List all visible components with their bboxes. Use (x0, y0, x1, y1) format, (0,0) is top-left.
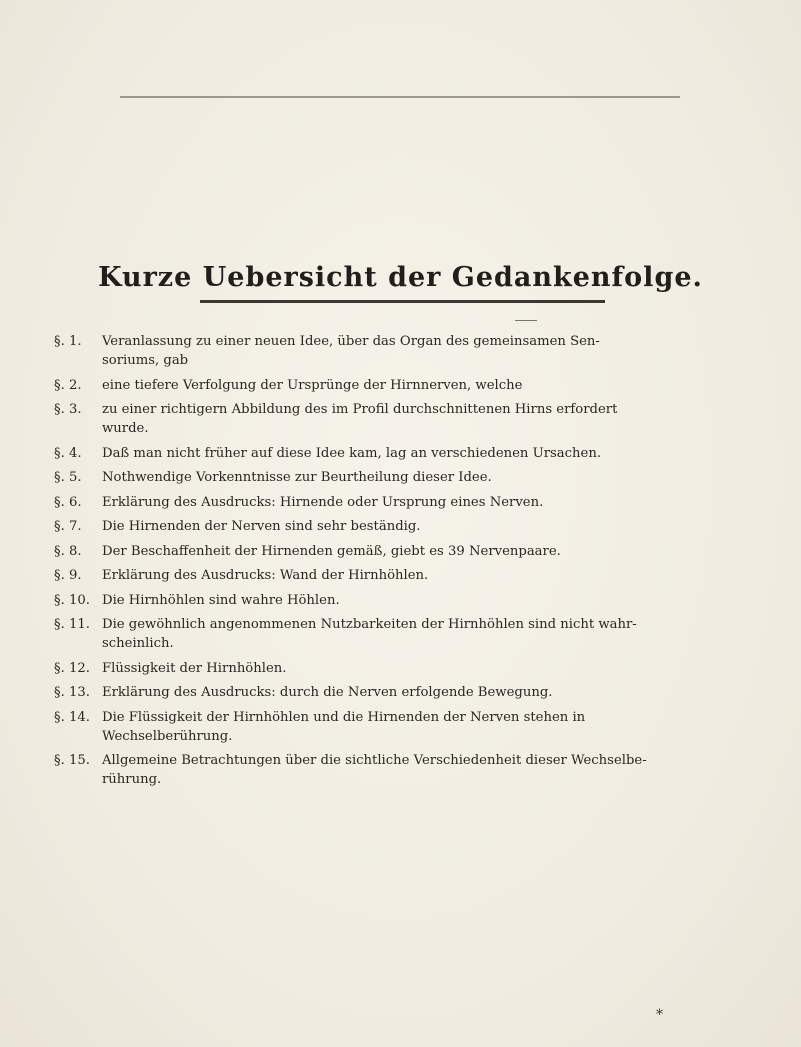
section-number: §. 13. (54, 685, 90, 700)
section-number: §. 3. (54, 402, 82, 417)
toc-entry-11 (54, 615, 754, 653)
section-summary: Nothwendige Vorkenntnisse zur Beurtheilung dieser Idee. (102, 470, 492, 485)
section-summary: Veranlassung zu einer neuen Idee, über das Organ des gemeinsamen Sen- soriums, gab (102, 334, 600, 368)
section-number: §. 8. (54, 543, 82, 559)
signature-mark: * (656, 1007, 663, 1023)
section-summary: eine tiefere Verfolgung der Ursprünge der Hirnnerven, welche (102, 377, 523, 393)
page-title: Kurze Uebersicht der Gedankenfolge. (98, 262, 703, 293)
section-number: §. 7. (54, 519, 82, 534)
toc-entry-14 (54, 708, 754, 746)
toc-entry-1 (54, 332, 754, 370)
section-number: §. 11. (54, 617, 90, 632)
section-number: §. 1. (54, 334, 82, 349)
section-summary: zu einer richtigern Abbildung des im Profil durchschnittenen Hirns erfordert wurde. (102, 402, 618, 436)
table-of-contents (54, 332, 754, 789)
section-summary: Die Flüssigkeit der Hirnhöhlen und die Hirnenden der Nerven stehen in Wechselberührung. (102, 709, 586, 744)
title-rule (200, 300, 605, 303)
section-number: §. 10. (54, 592, 90, 608)
section-number: §. 15. (54, 753, 90, 768)
toc-entry-5 (54, 468, 754, 487)
section-number: §. 2. (54, 377, 82, 393)
section-summary: Erklärung des Ausdrucks: durch die Nerven erfolgende Bewegung. (102, 685, 553, 700)
section-summary: Erklärung des Ausdrucks: Hirnende oder Ursprung eines Nerven. (102, 494, 544, 510)
toc-entry-6 (54, 493, 754, 512)
section-summary: Allgemeine Betrachtungen über die sichtliche Verschiedenheit dieser Wechselbe- rührung. (102, 753, 647, 787)
toc-entry-3 (54, 400, 754, 438)
section-number: §. 4. (54, 445, 82, 461)
section-number: §. 5. (54, 470, 82, 485)
top-rule (120, 96, 680, 98)
toc-entry-12 (54, 659, 754, 678)
toc-entry-4 (54, 444, 754, 463)
section-summary: Die gewöhnlich angenommenen Nutzbarkeiten der Hirnhöhlen sind nicht wahr- scheinlich. (102, 617, 637, 651)
toc-entry-10 (54, 591, 754, 610)
section-summary: Die Hirnhöhlen sind wahre Höhlen. (102, 592, 340, 608)
toc-entry-8 (54, 542, 754, 561)
toc-entry-13 (54, 683, 754, 702)
section-summary: Daß man nicht früher auf diese Idee kam, lag an verschiedenen Ursachen. (102, 445, 602, 461)
toc-entry-9 (54, 566, 754, 585)
toc-entry-7 (54, 517, 754, 536)
section-number: §. 14. (54, 709, 90, 725)
section-number: §. 6. (54, 494, 82, 510)
section-number: §. 9. (54, 568, 82, 583)
section-number: §. 12. (54, 660, 90, 676)
section-summary: Erklärung des Ausdrucks: Wand der Hirnhöhlen. (102, 568, 429, 583)
section-summary: Die Hirnenden der Nerven sind sehr beständig. (102, 519, 421, 534)
toc-entry-2 (54, 376, 754, 395)
section-summary: Flüssigkeit der Hirnhöhlen. (102, 660, 287, 676)
small-dash (515, 320, 537, 321)
toc-entry-15 (54, 751, 754, 789)
section-summary: Der Beschaffenheit der Hirnenden gemäß, giebt es 39 Nervenpaare. (102, 543, 561, 559)
